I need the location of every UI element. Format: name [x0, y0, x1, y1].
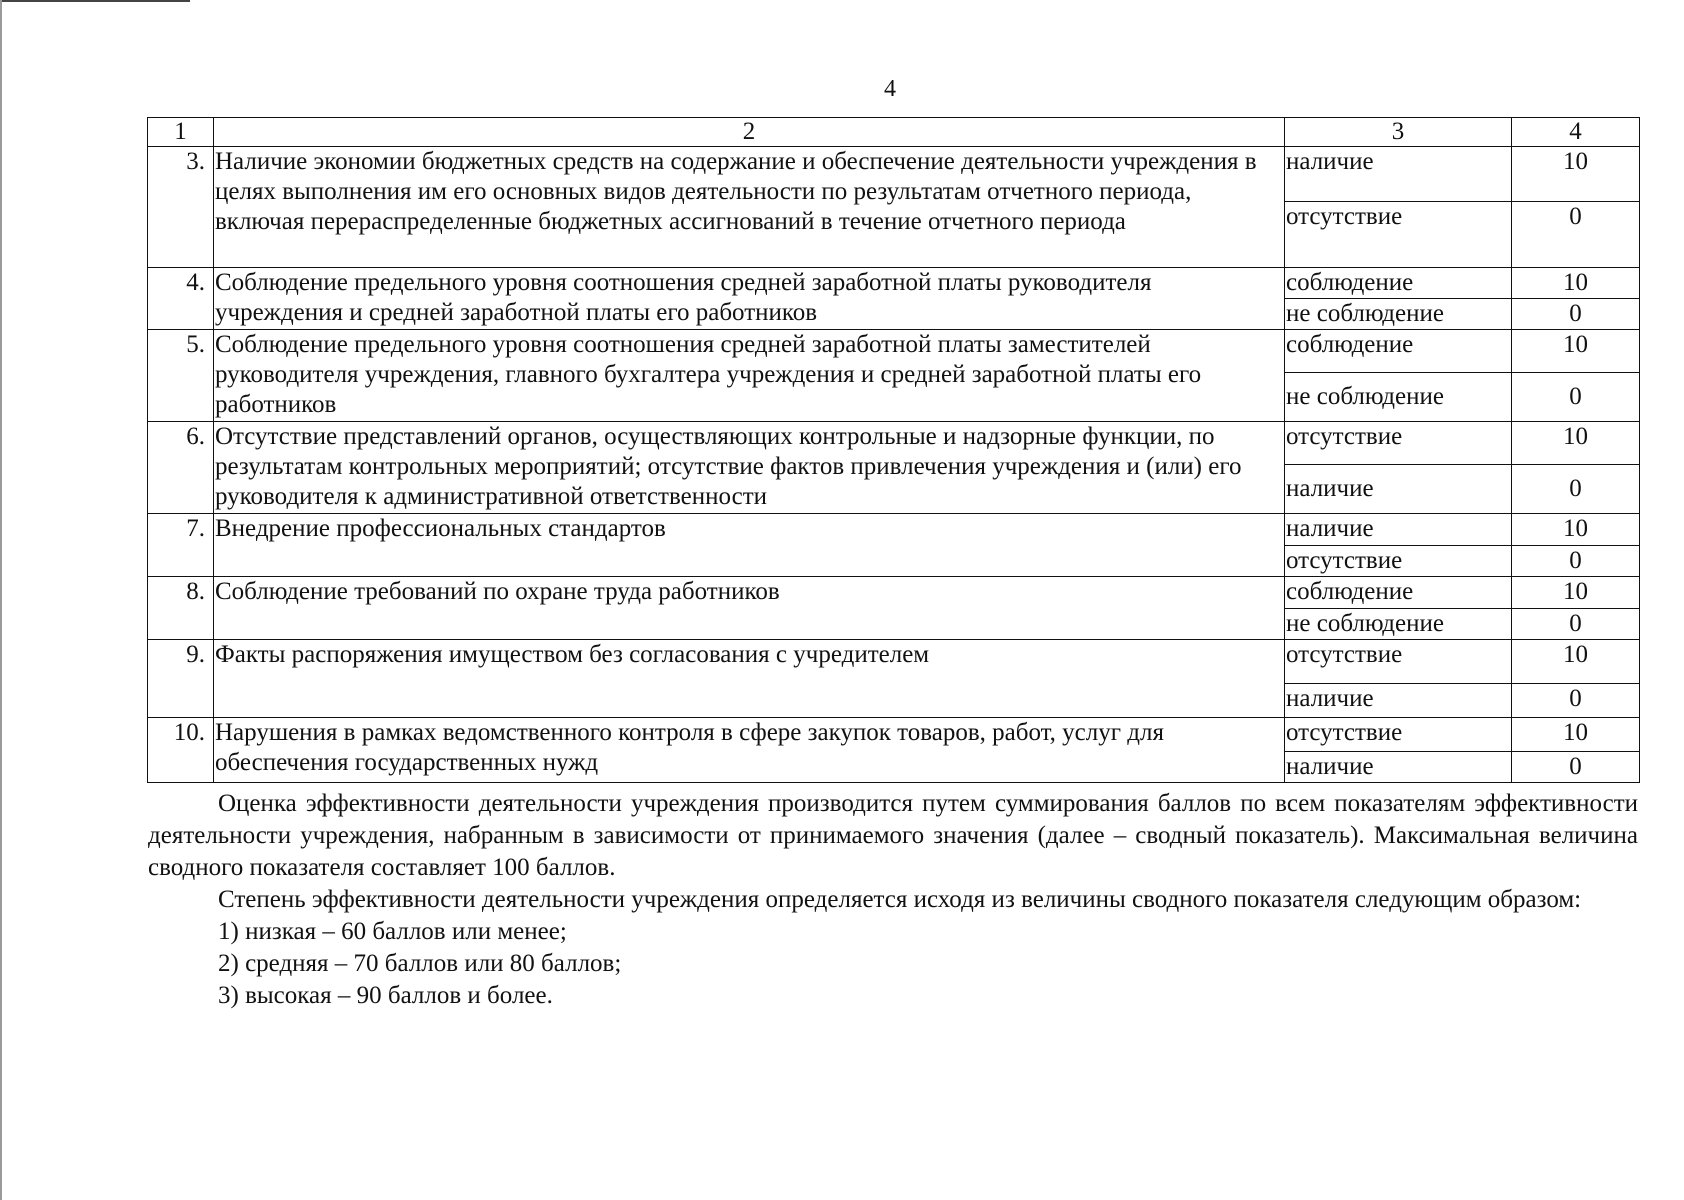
criterion-text: Соблюдение требований по охране труда работников — [214, 577, 1285, 640]
option-value: отсутствие — [1285, 202, 1512, 268]
header-col-1: 1 — [148, 118, 214, 147]
table-row — [148, 514, 1640, 546]
row-number: 5. — [148, 330, 214, 422]
option-score: 10 — [1512, 268, 1640, 299]
option-score: 10 — [1512, 718, 1640, 752]
table-row — [148, 718, 1640, 752]
option-value: наличие — [1285, 514, 1512, 546]
option-value: отсутствие — [1285, 640, 1512, 684]
option-score: 0 — [1512, 546, 1640, 577]
option-score: 0 — [1512, 202, 1640, 268]
option-score: 0 — [1512, 373, 1640, 422]
criteria-table — [147, 117, 1640, 783]
option-value: наличие — [1285, 684, 1512, 718]
row-number: 9. — [148, 640, 214, 718]
option-value: соблюдение — [1285, 577, 1512, 609]
option-score: 10 — [1512, 422, 1640, 465]
table-row — [148, 330, 1640, 373]
option-score: 0 — [1512, 752, 1640, 783]
option-value: отсутствие — [1285, 546, 1512, 577]
table-row — [148, 640, 1640, 684]
option-value: отсутствие — [1285, 718, 1512, 752]
option-value: отсутствие — [1285, 422, 1512, 465]
body-text — [148, 788, 1638, 1012]
criterion-text: Внедрение профессиональных стандартов — [214, 514, 1285, 577]
list-item: 2) средняя – 70 баллов или 80 баллов; — [218, 950, 622, 977]
option-score: 0 — [1512, 299, 1640, 330]
option-score: 10 — [1512, 577, 1640, 609]
option-value: наличие — [1285, 147, 1512, 202]
table-row — [148, 577, 1640, 609]
option-value: не соблюдение — [1285, 609, 1512, 640]
table-row — [148, 422, 1640, 465]
option-value: соблюдение — [1285, 268, 1512, 299]
option-value: наличие — [1285, 465, 1512, 514]
header-col-4: 4 — [1512, 118, 1640, 147]
option-value: не соблюдение — [1285, 373, 1512, 422]
option-score: 10 — [1512, 147, 1640, 202]
criterion-text: Нарушения в рамках ведомственного контроля в сфере закупок товаров, работ, услуг для обеспечения государственных нужд — [214, 718, 1285, 783]
option-value: наличие — [1285, 752, 1512, 783]
row-number: 8. — [148, 577, 214, 640]
row-number: 4. — [148, 268, 214, 330]
option-score: 10 — [1512, 640, 1640, 684]
table-header-row — [148, 118, 1640, 147]
paragraph-efficiency-degree: Степень эффективности деятельности учреждения определяется исходя из величины сводного показателя следующим образом: — [218, 886, 1582, 913]
option-score: 0 — [1512, 609, 1640, 640]
scan-edge-left — [0, 0, 2, 1200]
option-score: 10 — [1512, 514, 1640, 546]
row-number: 7. — [148, 514, 214, 577]
table-row — [148, 147, 1640, 202]
option-value: не соблюдение — [1285, 299, 1512, 330]
criterion-text: Отсутствие представлений органов, осуществляющих контрольные и надзорные функции, по результатам контрольных мероприятий; отсутствие фактов привлечения учреждения и (или) его руководителя к административной ответственности — [214, 422, 1285, 514]
option-score: 0 — [1512, 465, 1640, 514]
option-value: соблюдение — [1285, 330, 1512, 373]
criterion-text: Факты распоряжения имуществом без согласования с учредителем — [214, 640, 1285, 718]
header-col-2: 2 — [214, 118, 1285, 147]
option-score: 0 — [1512, 684, 1640, 718]
list-item: 3) высокая – 90 баллов и более. — [218, 982, 553, 1009]
option-score: 10 — [1512, 330, 1640, 373]
row-number: 6. — [148, 422, 214, 514]
criterion-text: Соблюдение предельного уровня соотношения средней заработной платы заместителей руководителя учреждения, главного бухгалтера учреждения и средней заработной платы его работников — [214, 330, 1285, 422]
row-number: 10. — [148, 718, 214, 783]
header-col-3: 3 — [1285, 118, 1512, 147]
row-number: 3. — [148, 147, 214, 268]
list-item: 1) низкая – 60 баллов или менее; — [218, 918, 567, 945]
criterion-text: Соблюдение предельного уровня соотношения средней заработной платы руководителя учреждения и средней заработной платы его работников — [214, 268, 1285, 330]
scan-edge-top — [0, 0, 190, 2]
criterion-text: Наличие экономии бюджетных средств на содержание и обеспечение деятельности учреждения в целях выполнения им его основных видов деятельности по результатам отчетного периода, включая перераспределенные бюджетных ассигнований в течение отчетного периода — [214, 147, 1285, 268]
table-row — [148, 268, 1640, 299]
paragraph-total-score: Оценка эффективности деятельности учреждения производится путем суммирования баллов по всем показателям эффективности деятельности учреждения, набранным в зависимости от принимаемого значения (далее – сводный показатель). Максимальная величина сводного показателя составляет 100 баллов. — [148, 790, 1638, 881]
page-number: 4 — [884, 76, 896, 102]
